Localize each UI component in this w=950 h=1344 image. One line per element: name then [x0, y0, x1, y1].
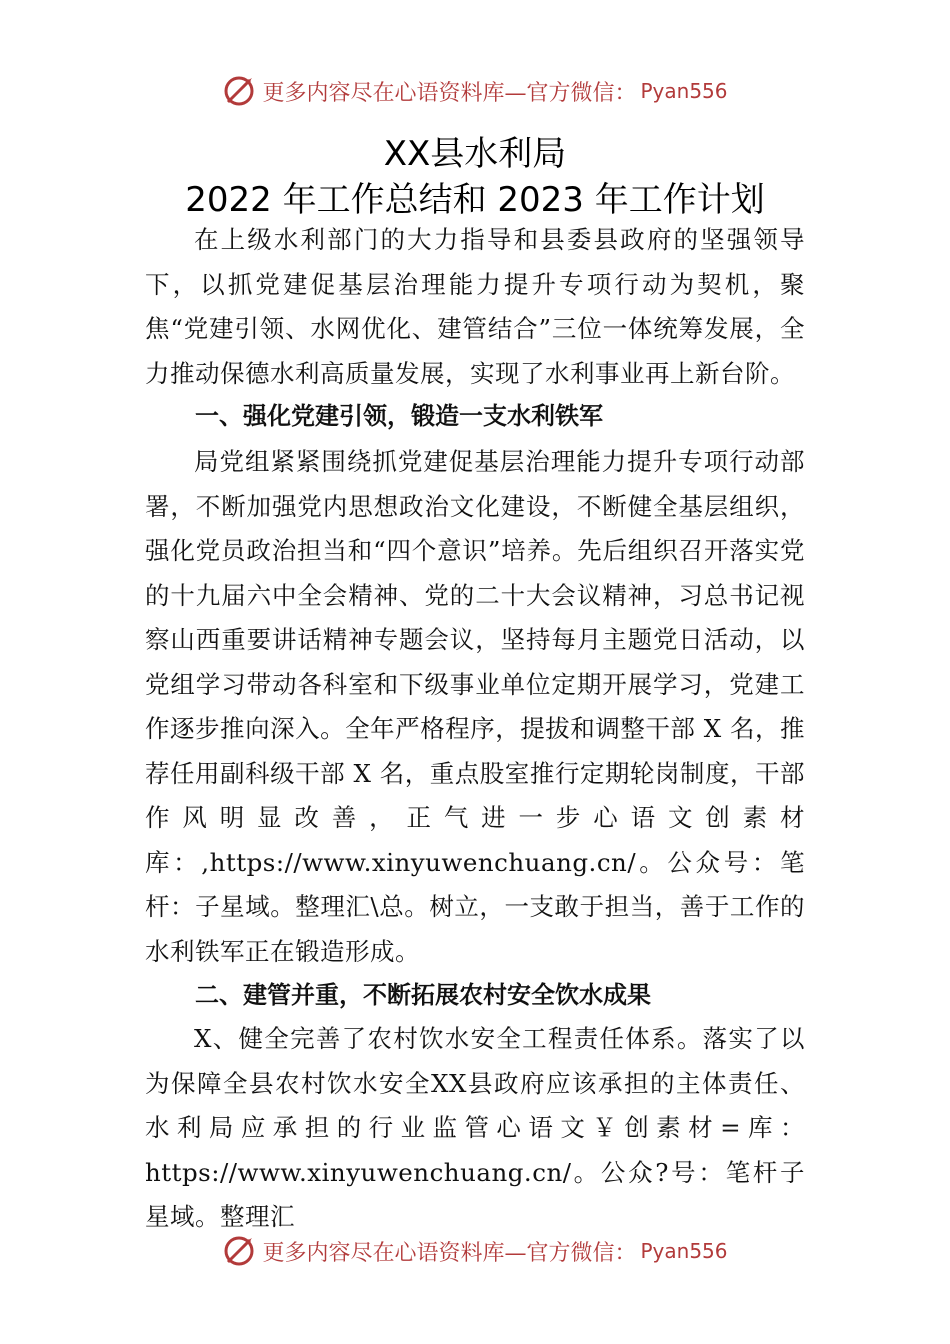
page-subtitle: 2022 年工作总结和 2023 年工作计划 [185, 180, 765, 220]
section-1-paragraph: 局党组紧紧围绕抓党建促基层治理能力提升专项行动部署，不断加强党内思想政治文化建设，不断健全基层组织，强化党员政治担当和“四个意识”培养。先后组织召开落实党的十九届六中全会精神、党的二十大会议精神，习总书记视察山西重要讲话精神专题会议，坚持每月主题党日活动，以党组学习带动各科室和下级事业单位定期开展学习，党建工作逐步推向深入。全年严格程序，提拔和调整干部 X 名，推荐任用副科级干部 X 名，重点股室推行定期轮岗制度，干部作风明显改善，正气进一步心语文创素材库：,https://www.xinyuwenchuang.cn/。公众号：笔杆：子星域。整理汇\总。树立，一支敢于担当，善于工作的水利铁军正在锻造形成。 [145, 447, 805, 966]
page-title: XX县水利局 [383, 134, 567, 174]
watermark-wechat-id: Pyan556 [640, 1239, 728, 1263]
section-heading-2: 二、建管并重，不断拓展农村安全饮水成果 [195, 981, 651, 1009]
watermark-wechat-id: Pyan556 [640, 79, 728, 103]
watermark-header [0, 74, 950, 108]
intro-paragraph: 在上级水利部门的大力指导和县委县政府的坚强领导下，以抓党建促基层治理能力提升专项行动为契机，聚焦“党建引领、水网优化、建管结合”三位一体统筹发展，全力推动保德水利高质量发展，实现了水利事业再上新台阶。 [145, 225, 805, 388]
watermark-text: 更多内容尽在心语资料库—官方微信： [262, 1240, 637, 1266]
section-2-paragraph: X、健全完善了农村饮水安全工程责任体系。落实了以为保障全县农村饮水安全XX县政府应该承担的主体责任、水利局应承担的行业监管心语文￥创素材=库：https://www.xinyuwenchuang.cn/。公众?号：笔杆子星域。整理汇 [145, 1024, 805, 1231]
feather-logo-icon [222, 74, 256, 108]
watermark-footer [0, 1234, 950, 1268]
feather-logo-icon [222, 1234, 256, 1268]
section-heading-1: 一、强化党建引领，锻造一支水利铁军 [195, 402, 603, 430]
watermark-text: 更多内容尽在心语资料库—官方微信： [262, 80, 637, 106]
